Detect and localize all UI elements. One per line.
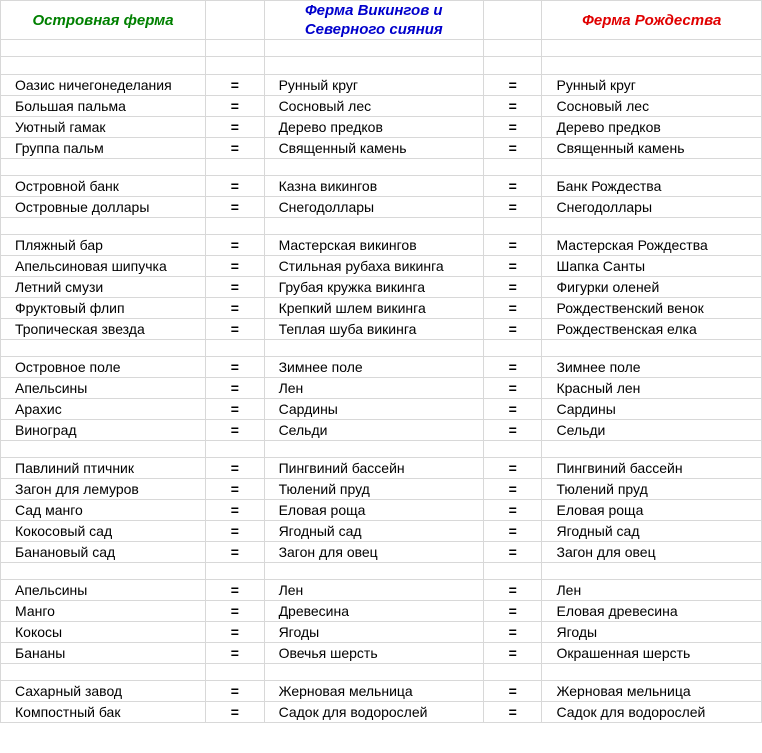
eq-sign: = <box>484 138 542 159</box>
empty-cell <box>1 441 206 458</box>
empty-cell <box>542 57 762 75</box>
eq-sign: = <box>206 521 264 542</box>
empty-cell <box>542 441 762 458</box>
viking-cell: Садок для водорослей <box>264 702 483 723</box>
eq-sign: = <box>206 298 264 319</box>
christmas-cell: Лен <box>542 580 762 601</box>
eq-sign: = <box>206 399 264 420</box>
christmas-cell: Шапка Санты <box>542 256 762 277</box>
eq-sign: = <box>484 521 542 542</box>
empty-cell <box>542 159 762 176</box>
eq-sign: = <box>484 117 542 138</box>
eq-sign: = <box>206 235 264 256</box>
empty-cell <box>484 563 542 580</box>
christmas-cell: Дерево предков <box>542 117 762 138</box>
eq-sign: = <box>484 197 542 218</box>
table-row <box>1 298 762 319</box>
empty-cell <box>484 340 542 357</box>
eq-sign: = <box>206 378 264 399</box>
table-row <box>1 521 762 542</box>
christmas-cell: Окрашенная шерсть <box>542 643 762 664</box>
viking-cell: Пингвиний бассейн <box>264 458 483 479</box>
island-cell: Павлиний птичник <box>1 458 206 479</box>
viking-cell: Тюлений пруд <box>264 479 483 500</box>
header-island-farm: Островная ферма <box>1 1 206 40</box>
viking-cell: Еловая роща <box>264 500 483 521</box>
island-cell: Большая пальма <box>1 96 206 117</box>
eq-sign: = <box>484 622 542 643</box>
eq-sign: = <box>484 176 542 197</box>
eq-sign: = <box>484 458 542 479</box>
eq-sign: = <box>484 420 542 441</box>
table-row <box>1 357 762 378</box>
empty-cell <box>1 159 206 176</box>
island-cell: Кокосовый сад <box>1 521 206 542</box>
eq-sign: = <box>484 96 542 117</box>
island-cell: Манго <box>1 601 206 622</box>
table-row <box>1 138 762 159</box>
eq-sign: = <box>484 500 542 521</box>
table-row <box>1 399 762 420</box>
christmas-cell: Рождественская елка <box>542 319 762 340</box>
empty-cell <box>206 664 264 681</box>
eq-sign: = <box>484 378 542 399</box>
viking-cell: Грубая кружка викинга <box>264 277 483 298</box>
christmas-cell: Фигурки оленей <box>542 277 762 298</box>
christmas-cell: Мастерская Рождества <box>542 235 762 256</box>
eq-sign: = <box>206 357 264 378</box>
empty-cell <box>206 57 264 75</box>
empty-cell <box>206 441 264 458</box>
eq-sign: = <box>206 702 264 723</box>
table-row <box>1 479 762 500</box>
empty-cell <box>264 159 483 176</box>
empty-cell <box>206 563 264 580</box>
eq-sign: = <box>206 500 264 521</box>
viking-cell: Рунный круг <box>264 75 483 96</box>
eq-sign: = <box>206 319 264 340</box>
christmas-cell: Красный лен <box>542 378 762 399</box>
eq-sign: = <box>206 601 264 622</box>
empty-cell <box>264 57 483 75</box>
empty-cell <box>484 218 542 235</box>
viking-cell: Загон для овец <box>264 542 483 563</box>
table-row <box>1 256 762 277</box>
eq-sign: = <box>206 681 264 702</box>
eq-sign: = <box>206 256 264 277</box>
eq-sign: = <box>206 643 264 664</box>
empty-row <box>1 40 762 57</box>
empty-cell <box>264 340 483 357</box>
christmas-cell: Сардины <box>542 399 762 420</box>
island-cell: Пляжный бар <box>1 235 206 256</box>
table-row <box>1 601 762 622</box>
eq-sign: = <box>206 176 264 197</box>
empty-cell <box>206 159 264 176</box>
island-cell: Фруктовый флип <box>1 298 206 319</box>
eq-sign: = <box>484 277 542 298</box>
island-cell: Кокосы <box>1 622 206 643</box>
header-christmas-farm: Ферма Рождества <box>542 1 762 40</box>
empty-cell <box>264 218 483 235</box>
viking-cell: Казна викингов <box>264 176 483 197</box>
eq-sign: = <box>484 601 542 622</box>
viking-cell: Жерновая мельница <box>264 681 483 702</box>
table-row <box>1 643 762 664</box>
viking-cell: Ягоды <box>264 622 483 643</box>
christmas-cell: Пингвиний бассейн <box>542 458 762 479</box>
table-row <box>1 622 762 643</box>
eq-sign: = <box>206 580 264 601</box>
empty-cell <box>1 664 206 681</box>
island-cell: Уютный гамак <box>1 117 206 138</box>
empty-cell <box>484 664 542 681</box>
viking-cell: Дерево предков <box>264 117 483 138</box>
empty-cell <box>206 218 264 235</box>
header-spacer <box>484 1 542 40</box>
table-row <box>1 96 762 117</box>
christmas-cell: Загон для овец <box>542 542 762 563</box>
viking-cell: Овечья шерсть <box>264 643 483 664</box>
empty-cell <box>206 340 264 357</box>
eq-sign: = <box>484 542 542 563</box>
viking-cell: Сельди <box>264 420 483 441</box>
empty-row <box>1 218 762 235</box>
viking-cell: Крепкий шлем викинга <box>264 298 483 319</box>
christmas-cell: Ягоды <box>542 622 762 643</box>
empty-cell <box>264 441 483 458</box>
table-row <box>1 681 762 702</box>
viking-cell: Зимнее поле <box>264 357 483 378</box>
eq-sign: = <box>206 96 264 117</box>
christmas-cell: Еловая роща <box>542 500 762 521</box>
table-row <box>1 235 762 256</box>
header-viking-farm: Ферма Викингов и Северного сияния <box>264 1 483 40</box>
eq-sign: = <box>206 542 264 563</box>
table-row <box>1 580 762 601</box>
eq-sign: = <box>484 298 542 319</box>
island-cell: Арахис <box>1 399 206 420</box>
eq-sign: = <box>484 580 542 601</box>
eq-sign: = <box>484 235 542 256</box>
table-row <box>1 176 762 197</box>
eq-sign: = <box>484 681 542 702</box>
island-cell: Апельсиновая шипучка <box>1 256 206 277</box>
christmas-cell: Банк Рождества <box>542 176 762 197</box>
viking-cell: Стильная рубаха викинга <box>264 256 483 277</box>
viking-cell: Теплая шуба викинга <box>264 319 483 340</box>
empty-cell <box>264 563 483 580</box>
table-row <box>1 117 762 138</box>
island-cell: Оазис ничегонеделания <box>1 75 206 96</box>
empty-cell <box>206 40 264 57</box>
empty-cell <box>484 159 542 176</box>
viking-cell: Снегодоллары <box>264 197 483 218</box>
table-row <box>1 542 762 563</box>
eq-sign: = <box>484 399 542 420</box>
empty-cell <box>542 218 762 235</box>
island-cell: Сахарный завод <box>1 681 206 702</box>
header-spacer <box>206 1 264 40</box>
eq-sign: = <box>484 319 542 340</box>
christmas-cell: Рождественский венок <box>542 298 762 319</box>
eq-sign: = <box>206 458 264 479</box>
island-cell: Островной банк <box>1 176 206 197</box>
island-cell: Тропическая звезда <box>1 319 206 340</box>
empty-cell <box>1 57 206 75</box>
viking-cell: Ягодный сад <box>264 521 483 542</box>
eq-sign: = <box>206 75 264 96</box>
eq-sign: = <box>206 420 264 441</box>
empty-row <box>1 57 762 75</box>
eq-sign: = <box>484 357 542 378</box>
empty-cell <box>1 218 206 235</box>
viking-cell: Мастерская викингов <box>264 235 483 256</box>
table-row <box>1 378 762 399</box>
table-row <box>1 702 762 723</box>
empty-cell <box>542 664 762 681</box>
empty-cell <box>484 40 542 57</box>
island-cell: Сад манго <box>1 500 206 521</box>
empty-cell <box>542 340 762 357</box>
header-row <box>1 1 762 40</box>
christmas-cell: Жерновая мельница <box>542 681 762 702</box>
eq-sign: = <box>206 479 264 500</box>
table-row <box>1 277 762 298</box>
empty-cell <box>484 441 542 458</box>
viking-cell: Лен <box>264 580 483 601</box>
viking-cell: Сосновый лес <box>264 96 483 117</box>
empty-cell <box>542 563 762 580</box>
eq-sign: = <box>206 277 264 298</box>
island-cell: Апельсины <box>1 580 206 601</box>
christmas-cell: Еловая древесина <box>542 601 762 622</box>
table-row <box>1 458 762 479</box>
eq-sign: = <box>484 479 542 500</box>
christmas-cell: Садок для водорослей <box>542 702 762 723</box>
island-cell: Виноград <box>1 420 206 441</box>
table-row <box>1 500 762 521</box>
island-cell: Островное поле <box>1 357 206 378</box>
island-cell: Банановый сад <box>1 542 206 563</box>
empty-cell <box>1 563 206 580</box>
christmas-cell: Зимнее поле <box>542 357 762 378</box>
viking-cell: Сардины <box>264 399 483 420</box>
eq-sign: = <box>484 702 542 723</box>
empty-cell <box>264 664 483 681</box>
empty-row <box>1 340 762 357</box>
empty-row <box>1 563 762 580</box>
island-cell: Апельсины <box>1 378 206 399</box>
eq-sign: = <box>206 117 264 138</box>
eq-sign: = <box>484 75 542 96</box>
island-cell: Группа пальм <box>1 138 206 159</box>
table-row <box>1 75 762 96</box>
eq-sign: = <box>206 138 264 159</box>
empty-row <box>1 664 762 681</box>
christmas-cell: Ягодный сад <box>542 521 762 542</box>
island-cell: Загон для лемуров <box>1 479 206 500</box>
eq-sign: = <box>484 643 542 664</box>
island-cell: Летний смузи <box>1 277 206 298</box>
table-row <box>1 319 762 340</box>
empty-cell <box>484 57 542 75</box>
christmas-cell: Рунный круг <box>542 75 762 96</box>
empty-cell <box>1 40 206 57</box>
empty-cell <box>1 340 206 357</box>
empty-cell <box>264 40 483 57</box>
viking-cell: Древесина <box>264 601 483 622</box>
eq-sign: = <box>484 256 542 277</box>
christmas-cell: Снегодоллары <box>542 197 762 218</box>
viking-cell: Лен <box>264 378 483 399</box>
eq-sign: = <box>206 622 264 643</box>
christmas-cell: Сельди <box>542 420 762 441</box>
eq-sign: = <box>206 197 264 218</box>
viking-cell: Священный камень <box>264 138 483 159</box>
island-cell: Компостный бак <box>1 702 206 723</box>
table-row <box>1 420 762 441</box>
empty-row <box>1 441 762 458</box>
table-row <box>1 197 762 218</box>
empty-cell <box>542 40 762 57</box>
island-cell: Бананы <box>1 643 206 664</box>
christmas-cell: Священный камень <box>542 138 762 159</box>
island-cell: Островные доллары <box>1 197 206 218</box>
christmas-cell: Сосновый лес <box>542 96 762 117</box>
christmas-cell: Тюлений пруд <box>542 479 762 500</box>
empty-row <box>1 159 762 176</box>
